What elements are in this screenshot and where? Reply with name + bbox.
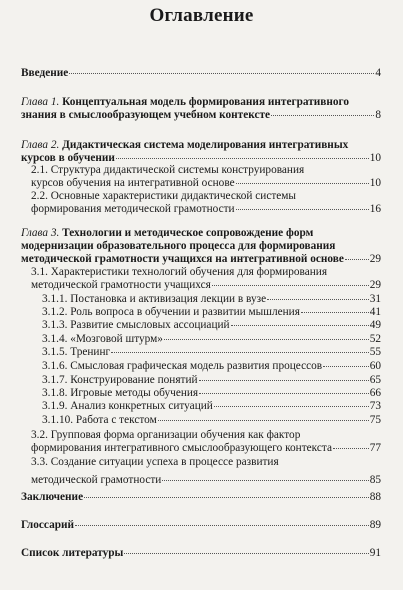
toc-entry-chapter-2[interactable] bbox=[21, 139, 381, 165]
chapter-prefix: Глава 1. bbox=[21, 96, 60, 108]
page-number: 89 bbox=[369, 519, 381, 531]
page-number: 4 bbox=[375, 67, 381, 79]
dot-leader bbox=[267, 299, 369, 300]
chapter-title-line1: Концептуальная модель формирования интегративного bbox=[62, 96, 350, 108]
dot-leader bbox=[69, 73, 374, 74]
dot-leader bbox=[116, 158, 369, 159]
subsection-label: 3.1.10. Работа с текстом bbox=[42, 414, 157, 426]
chapter-prefix: Глава 2. bbox=[21, 139, 60, 151]
dot-leader bbox=[345, 259, 369, 260]
toc-entry-subsection-3-1-2[interactable] bbox=[42, 306, 381, 319]
page-number: 10 bbox=[369, 177, 381, 189]
chapter-title-line3: методической грамотности учащихся на интегративной основе bbox=[21, 253, 344, 265]
toc-entry-subsection-3-1-1[interactable] bbox=[42, 293, 381, 306]
dot-leader bbox=[124, 553, 368, 554]
dot-leader bbox=[301, 312, 369, 313]
page-number: 55 bbox=[369, 346, 381, 358]
dot-leader bbox=[75, 525, 369, 526]
toc-entry-subsection-3-1-10[interactable] bbox=[42, 414, 381, 427]
page-number: 91 bbox=[369, 547, 381, 559]
page-number: 77 bbox=[369, 442, 381, 454]
toc-entry-subsection-3-1-9[interactable] bbox=[42, 400, 381, 413]
section-title-line1: 2.1. Структура дидактической системы конструирования bbox=[31, 164, 305, 176]
subsection-label: 3.1.4. «Мозговой штурм» bbox=[42, 333, 163, 345]
section-title-line2: методической грамотности учащихся bbox=[31, 279, 211, 291]
dot-leader bbox=[162, 480, 368, 481]
toc-entry-intro[interactable] bbox=[21, 67, 381, 80]
subsection-label: 3.1.5. Тренинг bbox=[42, 346, 111, 358]
toc-entry-conclusion[interactable] bbox=[21, 491, 381, 504]
toc-entry-subsection-3-1-3[interactable] bbox=[42, 319, 381, 332]
page-number: 75 bbox=[369, 414, 381, 426]
toc-entry-chapter-3[interactable] bbox=[21, 227, 381, 266]
toc-entry-section-2-1[interactable] bbox=[31, 164, 381, 190]
section-title-line2: методической грамотности bbox=[31, 474, 162, 486]
toc-entry-subsection-3-1-4[interactable] bbox=[42, 333, 381, 346]
page-number: 52 bbox=[369, 333, 381, 345]
subsection-label: 3.1.7. Конструирование понятий bbox=[42, 374, 198, 386]
entry-label: Введение bbox=[21, 67, 69, 79]
dot-leader bbox=[111, 352, 369, 353]
subsection-label: 3.1.1. Постановка и активизация лекции в вузе bbox=[42, 293, 267, 305]
page-title: Оглавление bbox=[149, 5, 254, 26]
dot-leader bbox=[212, 285, 369, 286]
page-number: 66 bbox=[369, 387, 381, 399]
toc-entry-section-3-3[interactable] bbox=[31, 456, 381, 487]
chapter-title-line1: Дидактическая система моделирования интегративных bbox=[62, 139, 349, 151]
entry-label: Список литературы bbox=[21, 547, 124, 559]
dot-leader bbox=[158, 420, 369, 421]
toc-entry-section-3-1[interactable] bbox=[31, 266, 381, 292]
subsection-label: 3.1.8. Игровые методы обучения bbox=[42, 387, 199, 399]
page-number: 29 bbox=[369, 279, 381, 291]
page-number: 10 bbox=[369, 152, 381, 164]
section-title-line1: 3.1. Характеристики технологий обучения для формирования bbox=[31, 266, 328, 278]
chapter-title-line2: знания в смыслообразующем учебном контексте bbox=[21, 109, 271, 121]
dot-leader bbox=[199, 393, 369, 394]
dot-leader bbox=[84, 497, 369, 498]
page-number: 88 bbox=[369, 491, 381, 503]
dot-leader bbox=[236, 209, 369, 210]
page-number: 29 bbox=[369, 253, 381, 265]
dot-leader bbox=[323, 366, 369, 367]
subsection-label: 3.1.2. Роль вопроса в обучении и развитии мышления bbox=[42, 306, 300, 318]
page-number: 65 bbox=[369, 374, 381, 386]
toc-entry-subsection-3-1-5[interactable] bbox=[42, 346, 381, 359]
subsection-label: 3.1.3. Развитие смысловых ассоциаций bbox=[42, 319, 230, 331]
section-title-line2: формирования методической грамотности bbox=[31, 203, 235, 215]
toc-entry-section-2-2[interactable] bbox=[31, 190, 381, 216]
section-title-line1: 3.2. Групповая форма организации обучения как фактор bbox=[31, 429, 301, 441]
chapter-title-line1: Технологии и методическое сопровождение форм bbox=[62, 227, 314, 239]
page-number: 41 bbox=[369, 306, 381, 318]
toc-entry-subsection-3-1-8[interactable] bbox=[42, 387, 381, 400]
entry-label: Заключение bbox=[21, 491, 84, 503]
section-title-line2: формирования интегративного смыслообразующего контекста bbox=[31, 442, 332, 454]
page-number: 8 bbox=[375, 109, 381, 121]
chapter-title-line2: курсов в обучении bbox=[21, 152, 115, 164]
toc-entry-section-3-2[interactable] bbox=[31, 429, 381, 455]
section-title-line1: 3.3. Создание ситуации успеха в процессе развития bbox=[31, 456, 279, 468]
dot-leader bbox=[236, 183, 369, 184]
toc-entry-subsection-3-1-6[interactable] bbox=[42, 360, 381, 373]
chapter-title-line2: модернизации образовательного процесса для формирования bbox=[21, 240, 336, 252]
page-number: 49 bbox=[369, 319, 381, 331]
toc-entry-references[interactable] bbox=[21, 547, 381, 560]
toc-entry-subsection-3-1-7[interactable] bbox=[42, 374, 381, 387]
toc-entry-chapter-1[interactable] bbox=[21, 96, 381, 122]
subsection-label: 3.1.6. Смысловая графическая модель развития процессов bbox=[42, 360, 323, 372]
section-title-line1: 2.2. Основные характеристики дидактической системы bbox=[31, 190, 297, 202]
toc-entry-glossary[interactable] bbox=[21, 519, 381, 532]
subsection-label: 3.1.9. Анализ конкретных ситуаций bbox=[42, 400, 213, 412]
page-number: 31 bbox=[369, 293, 381, 305]
dot-leader bbox=[271, 115, 374, 116]
dot-leader bbox=[164, 339, 369, 340]
dot-leader bbox=[231, 325, 369, 326]
dot-leader bbox=[333, 448, 369, 449]
page-number: 60 bbox=[369, 360, 381, 372]
page-number: 85 bbox=[369, 474, 381, 486]
entry-label: Глоссарий bbox=[21, 519, 75, 531]
page-number: 16 bbox=[369, 203, 381, 215]
section-title-line2: курсов обучения на интегративной основе bbox=[31, 177, 235, 189]
dot-leader bbox=[214, 406, 369, 407]
chapter-prefix: Глава 3. bbox=[21, 227, 60, 239]
dot-leader bbox=[199, 380, 369, 381]
page-number: 73 bbox=[369, 400, 381, 412]
